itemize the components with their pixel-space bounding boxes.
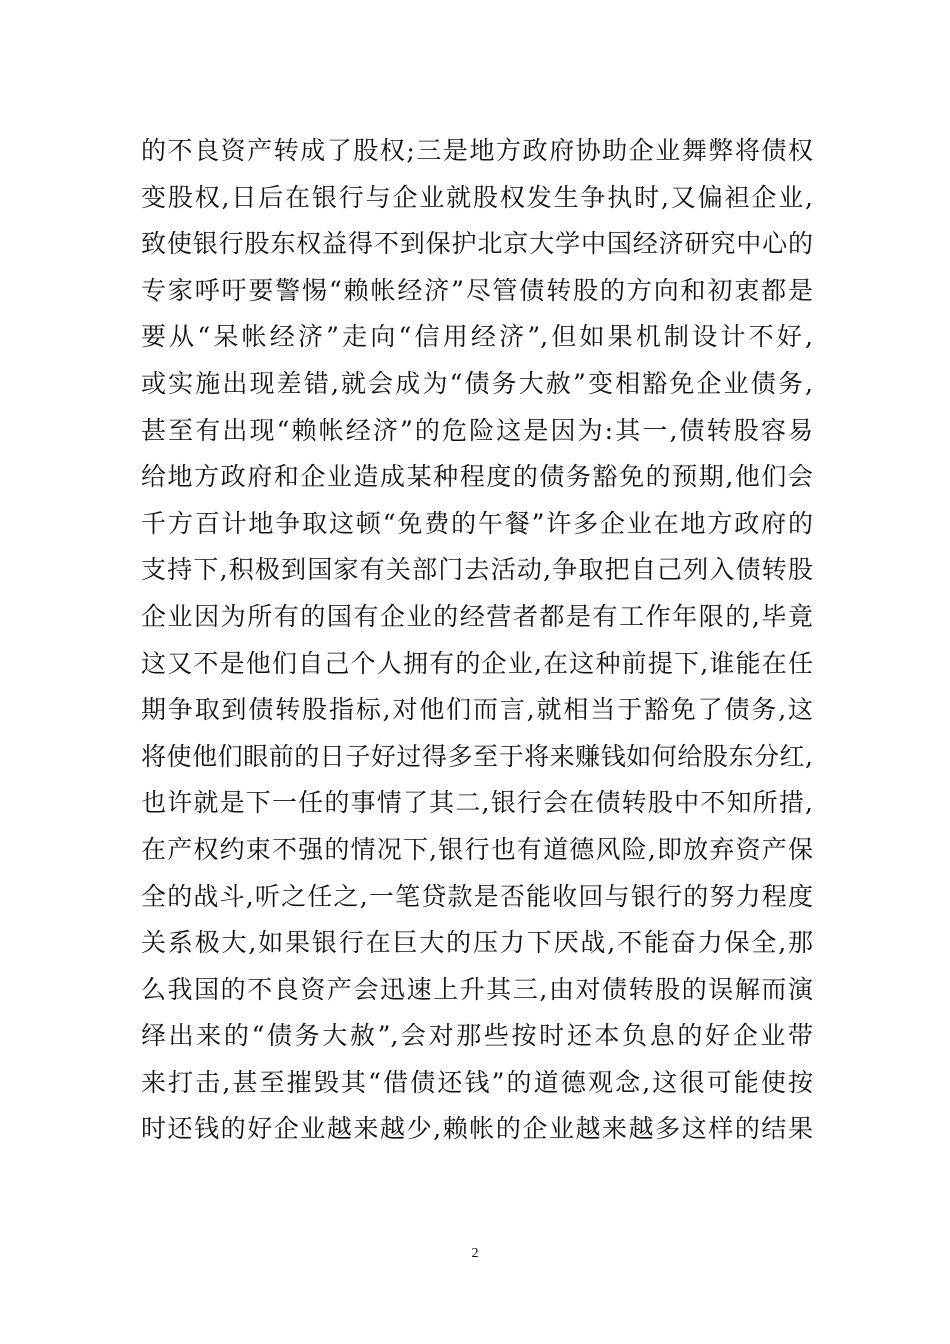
text-line: 专家呼吁要警惕“赖帐经济”尽管债转股的方向和初衷都是 (141, 275, 813, 305)
text-line: 甚至有出现“赖帐经济”的危险这是因为:其一,债转股容易 (141, 415, 813, 445)
text-line: 绎出来的“债务大赦”,会对那些按时还本负息的好企业带 (141, 1021, 813, 1051)
text-line: 在产权约束不强的情况下,银行也有道德风险,即放弃资产保 (141, 834, 813, 864)
text-line: 全的战斗,听之任之,一笔贷款是否能收回与银行的努力程度 (141, 881, 813, 911)
page-number: 2 (471, 1246, 479, 1261)
text-line: 企业因为所有的国有企业的经营者都是有工作年限的,毕竟 (141, 601, 813, 631)
text-line: 或实施出现差错,就会成为“债务大赦”变相豁免企业债务, (141, 368, 813, 398)
text-line: 时还钱的好企业越来越少,赖帐的企业越来越多这样的结果 (141, 1114, 813, 1144)
text-line: 期争取到债转股指标,对他们而言,就相当于豁免了债务,这 (141, 695, 813, 725)
text-line: 将使他们眼前的日子好过得多至于将来赚钱如何给股东分红, (141, 741, 813, 771)
text-line: 来打击,甚至摧毁其“借债还钱”的道德观念,这很可能使按 (141, 1067, 813, 1097)
text-line: 也许就是下一任的事情了其二,银行会在债转股中不知所措, (141, 788, 813, 818)
text-line: 么我国的不良资产会迅速上升其三,由对债转股的误解而演 (141, 974, 813, 1004)
text-line: 给地方政府和企业造成某种程度的债务豁免的预期,他们会 (141, 462, 813, 492)
text-line: 支持下,积极到国家有关部门去活动,争取把自己列入债转股 (141, 555, 813, 585)
text-line: 这又不是他们自己个人拥有的企业,在这种前提下,谁能在任 (141, 648, 813, 678)
text-line: 的不良资产转成了股权;三是地方政府协助企业舞弊将债权 (141, 136, 813, 165)
body-text (141, 128, 813, 1153)
text-line: 关系极大,如果银行在巨大的压力下厌战,不能奋力保全,那 (141, 928, 813, 958)
text-line: 变股权,日后在银行与企业就股权发生争执时,又偏袒企业, (141, 182, 813, 212)
text-line: 致使银行股东权益得不到保护北京大学中国经济研究中心的 (141, 229, 813, 259)
text-line: 千方百计地争取这顿“免费的午餐”许多企业在地方政府的 (141, 508, 813, 538)
text-line: 要从“呆帐经济”走向“信用经济”,但如果机制设计不好, (141, 322, 813, 352)
